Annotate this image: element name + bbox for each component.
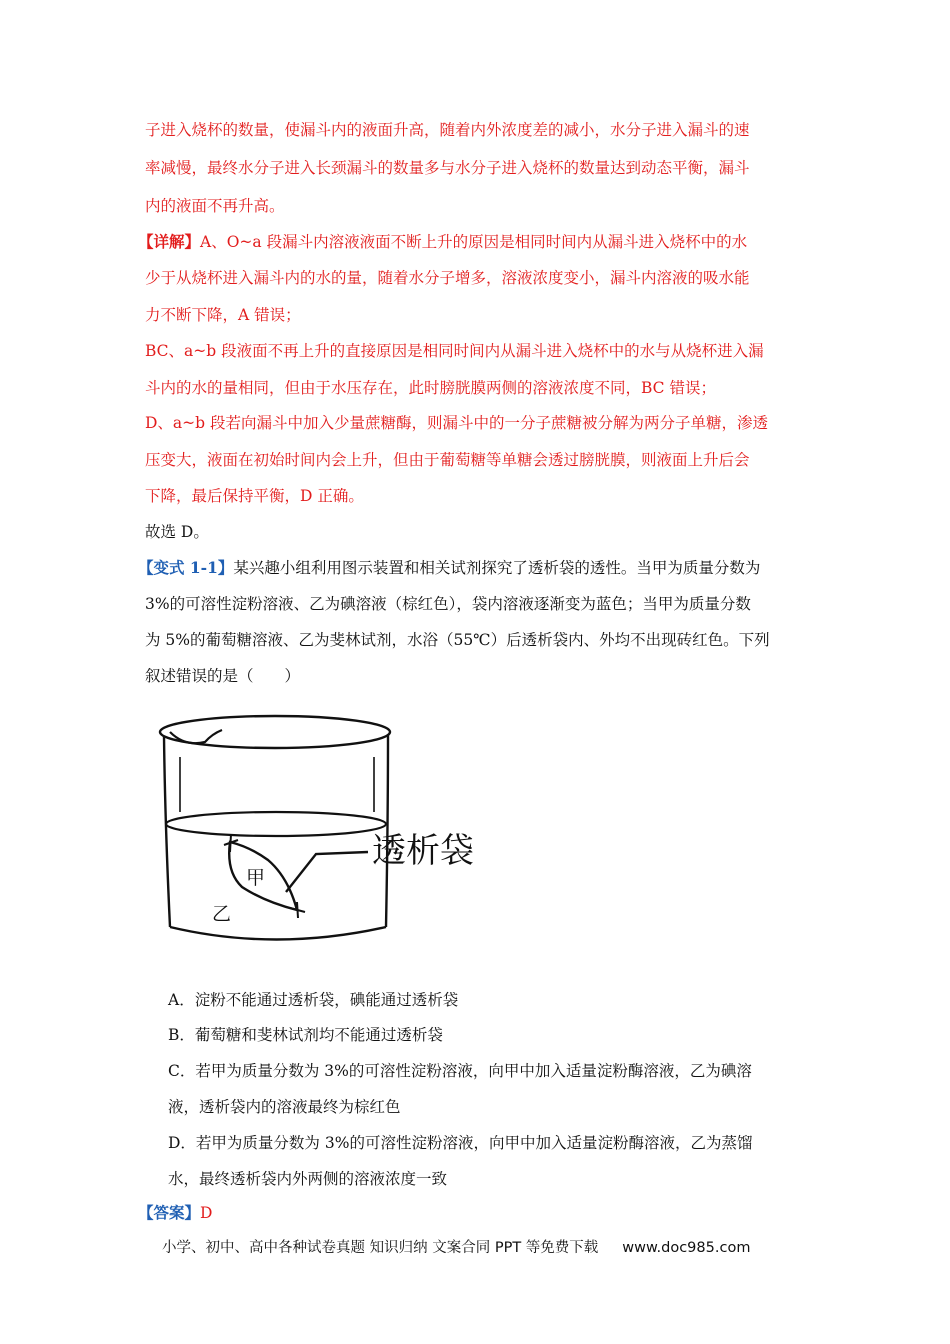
label-pointer: [286, 852, 368, 892]
option-a: A．淀粉不能通过透析袋，碘能通过透析袋: [168, 991, 459, 1009]
footer-text: 小学、初中、高中各种试卷真题 知识归纳 文案合同 PPT 等免费下载: [162, 1240, 599, 1256]
detail-line: BC、a~b 段液面不再上升的直接原因是相同时间内从漏斗进入烧杯中的水与从烧杯进入漏: [145, 342, 764, 360]
answer-value: D: [200, 1204, 213, 1222]
option-d-continued: 水，最终透析袋内外两侧的溶液浓度一致: [168, 1170, 448, 1188]
beaker-wall-left: [164, 736, 170, 927]
detail-line: 【详解】A、O~a 段漏斗内溶液液面不断上升的原因是相同时间内从漏斗进入烧杯中的水: [138, 232, 748, 251]
detail-tag: 【详解】: [138, 232, 201, 251]
question-line: 3%的可溶性淀粉溶液、乙为碘溶液（棕红色），袋内溶液逐渐变为蓝色；当甲为质量分数: [145, 595, 751, 613]
footer: [162, 1236, 750, 1257]
detail-line: 下降，最后保持平衡，D 正确。: [145, 487, 364, 505]
answer-line: [138, 1201, 212, 1223]
detail-line: 压变大，液面在初始时间内会上升，但由于葡萄糖等单糖会透过膀胱膜，则液面上升后会: [145, 451, 750, 469]
question-line: 【变式 1-1】某兴趣小组利用图示装置和相关试剂探究了透析袋的透性。当甲为质量分数为: [138, 558, 761, 577]
beaker-bottom: [170, 927, 386, 940]
answer-tag: 【答案】: [138, 1203, 201, 1222]
detail-line: 少于从烧杯进入漏斗内的水的量，随着水分子增多，溶液浓度变小，漏斗内溶液的吸水能: [145, 269, 750, 287]
option-b: B．葡萄糖和斐林试剂均不能通过透析袋: [168, 1026, 443, 1044]
detail-line: D、a~b 段若向漏斗中加入少量蔗糖酶，则漏斗中的一分子蔗糖被分解为两分子单糖，渗透: [145, 414, 769, 432]
detail-choice: 故选 D。: [145, 523, 209, 541]
explanation-line: 内的液面不再升高。: [145, 197, 285, 215]
option-c: C．若甲为质量分数为 3%的可溶性淀粉溶液，向甲中加入适量淀粉酶溶液，乙为碘溶: [168, 1062, 752, 1080]
bag-label: 透析袋: [372, 831, 474, 871]
outer-solution-label: 乙: [212, 903, 232, 925]
beaker-figure: [150, 702, 500, 952]
detail-line: 斗内的水的量相同，但由于水压存在，此时膀胱膜两侧的溶液浓度不同，BC 错误；: [145, 379, 716, 397]
detail-line: 力不断下降，A 错误；: [145, 306, 301, 324]
option-c-continued: 液，透析袋内的溶液最终为棕红色: [168, 1098, 401, 1116]
question-line: 叙述错误的是（ ）: [145, 667, 301, 685]
inner-solution-label: 甲: [246, 867, 266, 889]
footer-url[interactable]: www.doc985.com: [622, 1240, 751, 1256]
question-tag: 【变式 1-1】: [138, 558, 234, 577]
explanation-line: 率减慢，最终水分子进入长颈漏斗的数量多与水分子进入烧杯的数量达到动态平衡，漏斗: [145, 159, 750, 177]
option-d: D．若甲为质量分数为 3%的可溶性淀粉溶液，向甲中加入适量淀粉酶溶液，乙为蒸馏: [168, 1134, 753, 1152]
question-line: 为 5%的葡萄糖溶液、乙为斐林试剂，水浴（55℃）后透析袋内、外均不出现砖红色。下列: [145, 631, 770, 649]
explanation-line: 子进入烧杯的数量，使漏斗内的液面升高，随着内外浓度差的减小，水分子进入漏斗的速: [145, 121, 750, 139]
liquid-surface: [166, 812, 386, 836]
